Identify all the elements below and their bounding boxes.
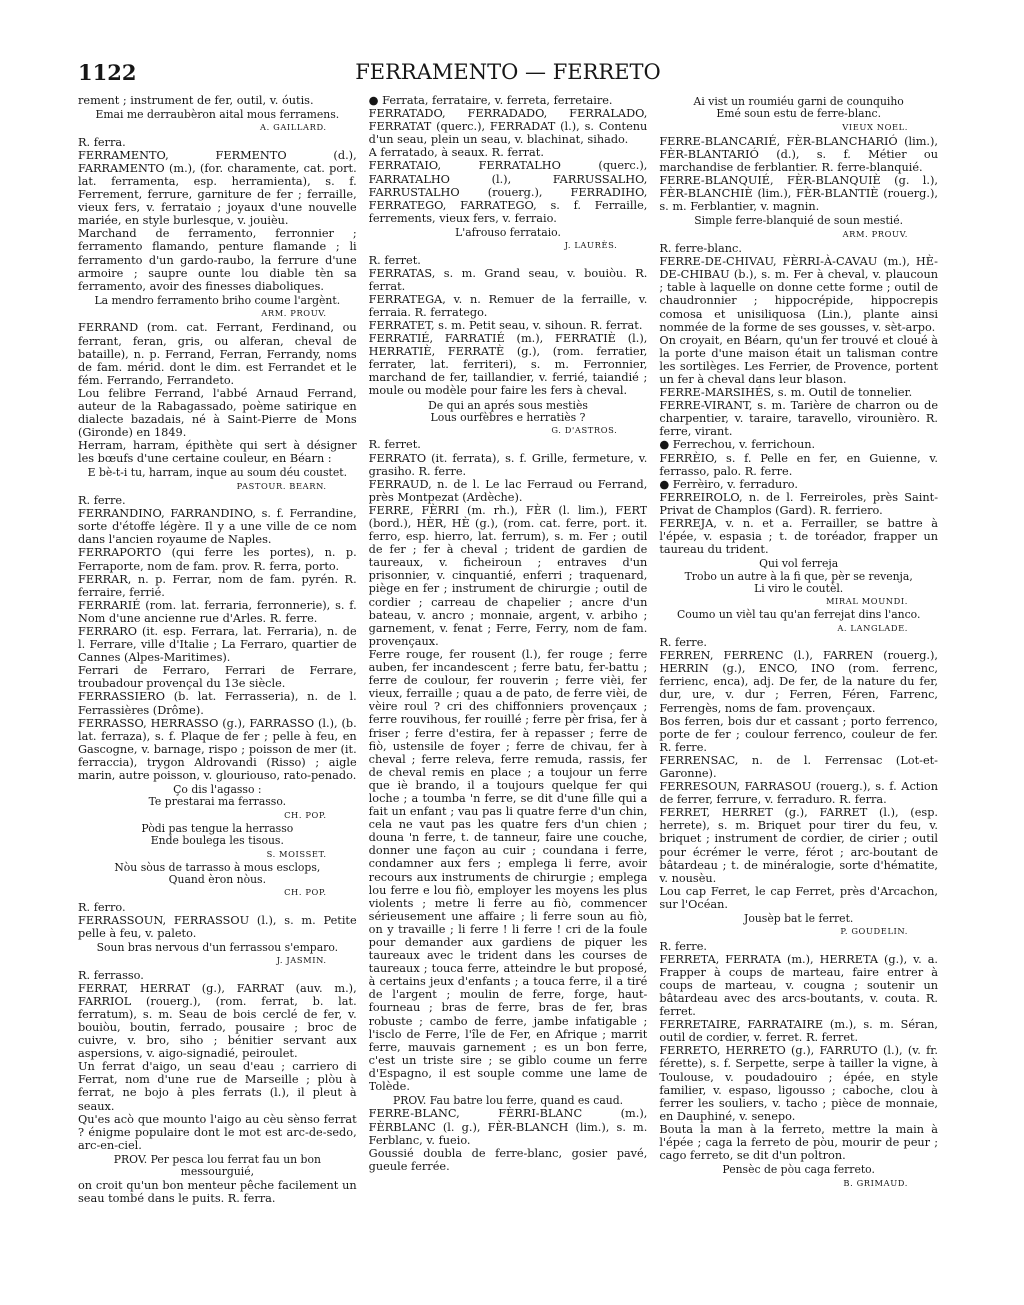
entry-text: FERRATAS, s. m. Grand seau, v. bouiòu. R. ferrat. <box>368 266 648 293</box>
entry-text: R. ferret. <box>368 253 421 267</box>
column-right <box>659 94 938 1285</box>
quote-attribution: J. LAURÈS. <box>564 240 618 251</box>
citation-quote <box>78 823 357 860</box>
quote-line: La mendro ferramento briho coume l'argènt. <box>94 293 341 307</box>
citation-quote <box>369 227 648 252</box>
quote-line: L'afrouso ferrataio. <box>455 225 561 239</box>
entry-text: ● Ferrèiro, v. ferraduro. <box>659 477 798 491</box>
entry-text: FERRE, FÈRRI (m. rh.), FÈR (l. lim.), FERT (bord.), HÈR, HÈ (g.), (rom. cat. ferre, port. it. ferro, esp. hierro, lat. ferrum), s. m. Fer ; outil de fer ; fer à cheval ; trident de gardien de taureaux, v. ficheiroun ; entraves d'un prisonnier, v. cinquantié, enferri ; traquenard, piège en fer ; instrument de chirurgie ; outil de cordier ; carreau de chapelier ; ancre d'un bateau, v. ancro ; monnaie, argent, v. arbiho ; garnement, v. fenat ; Ferre, Ferry, nom de fam. provençaux. <box>368 503 648 648</box>
citation-quote <box>659 558 938 607</box>
entry-text: FERRARO (it. esp. Ferrara, lat. Ferraria), n. de l. Ferrare, ville d'Italie ; La Ferraro, quartier de Cannes (Alpes-Maritimes). <box>78 624 357 665</box>
entry-text: Marchand de ferramento, ferronnier ; ferramento flamando, penture flamande ; li ferramento d'un gardo-raubo, la ferrure d'une armoire ; saupre ounte lou diable tèn sa ferramento, avoir des finesses diaboliques. <box>78 227 357 293</box>
quote-line: Quand èron nòus. <box>168 873 267 887</box>
citation-quote <box>659 96 938 133</box>
quote-attribution: B. GRIMAUD. <box>843 1177 909 1188</box>
quote-attribution: ARM. PROUV. <box>261 308 327 319</box>
entry-text: FERRARIÉ (rom. lat. ferraria, ferronnerie), s. f. Nom d'une ancienne rue d'Arles. R. ferre. <box>78 598 357 625</box>
column-left <box>78 94 357 1285</box>
entry-text: Ferre rouge, fer rousent (l.), fer rouge ; ferre auben, fer incandescent ; ferre batu, fer-battu ; ferre de coulour, fer rouverin ; ferre vièi, fer vieux, ferraille ; quau a de pato, de ferre vièi, de vèire roul ? cri des chiffonniers provençaux ; ferre rouvihous, fer rouillé ; ferre pèr frisa, fer à friser ; ferre d'estira, fer à repasser ; ferre de fiò, ustensile de foyer ; ferre de chivau, fer à cheval ; ferre releva, ferre remuda, rassis, fer de cheval remis en place ; a toujour un ferre que iè brando, il a toujours quelque fer qui loche ; a toumba 'n ferre, se dit d'une fille qui a fait un enfant ; vau pas li quatre ferre d'un chin, cela ne vaut pas les quatre fers d'un chien ; douna 'n ferre, t. de tanneur, faire une couche, donner une façon au cuir ; coundana i ferre, condamner aux fers ; emplega li ferre, avoir recours aux instruments de chirurgie ; emplega lou ferre e lou fiò, employer les moyens les plus violents ; metre li ferre au fiò, commencer sérieusement une affaire ; li ferre soun au fiò, on y travaille ; li ferre ! li ferre ! cri de la foule pour demander aux gardiens de piquer les taureaux avec le trident dans les courses de taureaux ; touca ferre, atteindre le but proposé, à certains jeux d'enfants ; a touca ferre, il a tiré de l'argent ; moulin de ferre, forge, haut-fourneau ; bras de ferre, bras de fer, bras robuste ; cambo de ferre, jambe infatigable ; l'isclo de Ferre, l'île de Fer, en Afrique ; marrit ferre, mauvais garnement ; es un bon ferre, c'est un triste sire ; se giblo coume un ferre d'Espagno, il est souple comme une lame de Tolède. <box>368 647 648 1094</box>
quote-line: Soun bras nervous d'un ferrassou s'emparo. <box>96 941 339 955</box>
entry-text: Goussié doubla de ferre-blanc, gosier pavé, gueule ferrée. <box>368 1146 648 1173</box>
entry-text: FERRE-MARSIHÉS, s. m. Outil de tonnelier. <box>659 386 913 400</box>
entry-text: FERRATADO, FERRADADO, FERRALADO, FERRATAT (querc.), FERRADAT (l.), s. Contenu d'un seau, plein un seau, v. blachinat, sihado. <box>368 107 648 147</box>
entry-text: FERRESOUN, FARRASOU (rouerg.), s. f. Action de ferrer, ferrure, v. ferraduro. R. ferra. <box>659 780 938 807</box>
quote-attribution: P. GOUDELIN. <box>840 926 909 937</box>
entry-text: FERRETA, FERRATA (m.), HERRETA (g.), v. a. Frapper à coups de marteau, faire entrer à coups de marteau, v. cougna ; soutenir un bâtardeau avec des arcs-boutants, v. couta. R. ferret. <box>659 952 938 1019</box>
entry-text: Ferrari de Ferraro, Ferrari de Ferrare, troubadour provençal du 13e siècle. <box>78 664 357 691</box>
entry-text: FERRAPORTO (qui ferre les portes), n. p. Ferraporte, nom de fam. prov. R. ferra, porto. <box>78 546 357 573</box>
citation-quote <box>659 913 938 938</box>
quote-attribution: S. MOISSET. <box>266 848 327 859</box>
quote-attribution: MIRAL MOUNDI. <box>825 596 909 607</box>
text-columns <box>78 94 938 1285</box>
entry-text: rement ; instrument de fer, outil, v. óutis. <box>78 94 314 107</box>
quote-attribution: J. JASMIN. <box>276 955 327 966</box>
entry-text: FERRE-BLANQUIÉ, FÈR-BLANQUIÈ (g. l.), FÈR-BLANCHIÈ (lim.), FÈR-BLANTIÈ (rouerg.), s. m. Ferblantier, v. magnin. <box>659 174 938 214</box>
quote-line: De qui an aprés sous mestiès <box>428 398 588 412</box>
entry-text: FERRASSO, HERRASSO (g.), FARRASSO (l.), (b. lat. ferraza), s. f. Plaque de fer ; pelle à feu, en Gascogne, v. barnage, rispo ; poisson de mer (it. ferraccia), trygon Aldrovandi (Risso) ; aigle marin, autre poisson, v. glouriouso, rato-penado. <box>78 716 357 782</box>
quote-line: Ço dis l'agasso : <box>173 783 262 797</box>
entry-text: FERRETAIRE, FARRATAIRE (m.), s. m. Séran, outil de cordier, v. ferret. R. ferret. <box>659 1018 938 1045</box>
citation-quote <box>78 784 357 821</box>
entry-text: FERRAND (rom. cat. Ferrant, Ferdinand, ou ferrant, feran, gris, ou alferan, cheval de bataille), n. p. Ferrand, Ferran, Ferrandy, noms de fam. mérid. dont le dim. est Ferrandet et le fém. Ferrando, Ferrandeto. <box>78 321 357 387</box>
entry-text: Lou felibre Ferrand, l'abbé Arnaud Ferrand, auteur de la Rabagassado, poème satirique en dialecte bazadais, né à Saint-Pierre de Mons (Gironde) en 1849. <box>78 386 357 440</box>
dictionary-page <box>78 60 938 1285</box>
entry-text: FERRAUD, n. de l. Le lac Ferraud ou Ferrand, près Montpezat (Ardèche). <box>368 477 648 504</box>
citation-quote <box>659 215 938 240</box>
quote-attribution: PASTOUR. BEARN. <box>236 480 327 491</box>
citation-quote <box>78 109 357 134</box>
entry-text: R. ferre-blanc. <box>659 242 742 256</box>
entry-text: on croit qu'un bon menteur pêche facilement un seau tombé dans le puits. R. ferra. <box>78 1178 357 1205</box>
entry-text: FERRATAIO, FERRATALHO (querc.), FARRATALHO (l.), FARRUSSALHO, FARRUSTALHO (rouerg.), FERRADIHO, FERRATEGO, FARRATEGO, s. f. Ferraille, ferrements, vieux fers, v. ferraio. <box>368 159 648 225</box>
entry-text: R. ferre. <box>78 494 126 508</box>
entry-text: FERRETO, HERRETO (g.), FARRUTO (l.), (v. fr. férette), s. f. Serpette, serpe à tailler la vigne, à Toulouse, v. poudadouiro ; épée, en style familier, v. espaso, ligousso ; caboche, clou à ferrer les souliers, v. tacho ; pièce de monnaie, en Dauphiné, v. senepo. <box>659 1044 938 1123</box>
quote-line: Jousèp bat le ferret. <box>744 912 854 926</box>
entry-text: FERRASSOUN, FERRASSOU (l.), s. m. Petite pelle à feu, v. paleto. <box>78 913 357 940</box>
quote-attribution: CH. POP. <box>284 809 327 820</box>
quote-line: Emai me derraubèron aital mous ferramens. <box>95 108 340 122</box>
entry-text: FERRE-BLANC, FÈRRI-BLANC (m.), FÈRBLANC (l. g.), FÈR-BLANCH (lim.), s. m. Ferblanc, v. fueio. <box>368 1107 648 1147</box>
entry-text: FERREN, FERRENC (l.), FARREN (rouerg.), HERRIN (g.), ENCO, INO (rom. ferrenc, ferrienc, enca), adj. De fer, de la nature du fer, dur, ure, v. dur ; Ferren, Féren, Farrenc, Ferrengès, noms de fam. provençaux. <box>659 649 938 715</box>
entry-text: R. ferret. <box>368 438 421 452</box>
entry-text: FERRET, HERRET (g.), FARRET (l.), (esp. herrete), s. m. Briquet pour tirer du feu, v. briquet ; instrument de cordier, de cirier ; outil pour écrémer le verre, férot ; arc-boutant de bâtardeau ; t. de minéralogie, sorte d'hématite, v. nousèu. <box>659 806 938 885</box>
quote-line: Pòdi pas tengue la herrasso <box>141 821 294 835</box>
quote-line: Qui vol ferreja <box>759 557 839 571</box>
entry-text: R. ferro. <box>78 900 126 914</box>
quote-line: Ai vist un roumiéu garni de counquiho <box>693 95 904 108</box>
entry-text: R. ferre. <box>659 939 707 953</box>
quote-line: Emé soun estu de ferre-blanc. <box>716 107 882 121</box>
citation-quote <box>369 1095 648 1107</box>
entry-text: FERRAMENTO, FERMENTO (d.), FARRAMENTO (m.), (for. charamente, cat. port. lat. ferramenta, esp. herramienta), s. f. Ferrement, ferrure, garniture de fer ; ferraille, vieux fers, v. ferrataio ; joyaux d'une nouvelle mariée, en style burlesque, v. jouièu. <box>78 148 357 228</box>
entry-text: Un ferrat d'aigo, un seau d'eau ; carriero di Ferrat, nom d'une rue de Marseille ; plòu à ferrat, ne bojo à ples ferrats (l.), il pleut à seaux. <box>78 1060 357 1113</box>
entry-text: FERRAT, HERRAT (g.), FARRAT (auv. m.), FARRIOL (rouerg.), (rom. ferrat, b. lat. ferratum), s. m. Seau de bois cerclé de fer, v. bouiòu, boutin, ferrado, pousaire ; broc de cuivre, v. bro, siho ; bénitier servant aux aspersions, v. aigo-signadié, peiroulet. <box>78 981 357 1061</box>
quote-attribution: VIEUX NOEL. <box>842 121 909 132</box>
entry-text: FERRATET, s. m. Petit seau, v. sihoun. R. ferrat. <box>368 319 643 332</box>
entry-text: ● Ferrechou, v. ferrichoun. <box>659 438 816 452</box>
quote-line: Pensèc de pòu caga ferreto. <box>722 1163 875 1177</box>
quote-attribution: ARM. PROUV. <box>842 228 909 239</box>
entry-text: FERRANDINO, FARRANDINO, s. f. Ferrandine, sorte d'étoffe légère. Il y a une ville de ce nom dans l'ancien royaume de Naples. <box>78 507 357 547</box>
entry-text: FERRATO (it. ferrata), s. f. Grille, fermeture, v. grasiho. R. ferre. <box>368 451 648 478</box>
entry-text: Herram, harram, épithète qui sert à désigner les bœufs d'une certaine couleur, en Béarn : <box>78 439 357 466</box>
quote-line: Trobo un autre à la fi que, pèr se revenja, <box>684 569 913 583</box>
entry-text: Bouta la man à la ferreto, mettre la main à l'épée ; caga la ferreto de pòu, mourir de peur ; cago ferreto, se dit d'un poltron. <box>659 1122 938 1163</box>
citation-quote <box>78 1154 357 1179</box>
quote-line: E bè-t-i tu, harram, inque au soum déu coustet. <box>87 466 348 480</box>
citation-quote <box>78 467 357 492</box>
quote-attribution: A. GAILLARD. <box>260 122 327 133</box>
citation-quote <box>369 400 648 437</box>
entry-text: Bos ferren, bois dur et cassant ; porto ferrenco, porte de fer ; coulour ferrenco, couleur de fer. R. ferre. <box>659 714 938 754</box>
citation-quote <box>659 609 938 634</box>
page-number: 1122 <box>78 60 137 85</box>
entry-text: FERRATEGA, v. n. Remuer de la ferraille, v. ferraia. R. ferratego. <box>368 292 648 319</box>
entry-text: FERREIROLO, n. de l. Ferreiroles, près Saint-Privat de Champlos (Gard). R. ferriero. <box>659 490 938 517</box>
citation-quote <box>78 862 357 899</box>
entry-text: FERRATIÉ, FARRATIÉ (m.), FERRATIÈ (l.), HERRATIÈ, FERRATÈ (g.), (rom. ferratier, ferrater, lat. ferriteri), s. m. Ferronnier, marchand de fer, taillandier, v. ferrié, taiandié ; moule ou modèle pour faire les fers à cheval. <box>368 332 648 398</box>
quote-line: Nòu sòus de tarrasso à mous esclops, <box>114 860 321 874</box>
quote-line: Te prestarai ma ferrasso. <box>148 795 287 809</box>
entry-text: FERRE-VIRANT, s. m. Tarière de charron ou de charpentier, v. taraire, taravello, virounièro. R. ferre, virant. <box>659 399 938 439</box>
quote-attribution: CH. POP. <box>284 887 327 898</box>
citation-quote <box>78 295 357 320</box>
entry-text: R. ferrasso. <box>78 968 144 982</box>
entry-text: FERRE-DE-CHIVAU, FÈRRI-À-CAVAU (m.), HÈ-DE-CHIBAU (b.), s. m. Fer à cheval, v. plaucoun ; table à laquelle on donne cette forme ; outil de chaudronnier ; hippocrépide, hippocrepis comosa et unisiliquosa (Lin.), plante ainsi nommée de la forme de ses gousses, v. sèt-arpo. <box>659 255 938 334</box>
entry-text: FERREJA, v. n. et a. Ferrailler, se battre à l'épée, v. espasia ; t. de toréador, frapper un taureau du trident. <box>659 517 938 557</box>
entry-text: FERRÈIO, s. f. Pelle en fer, en Guienne, v. ferrasso, palo. R. ferre. <box>659 451 938 478</box>
quote-line: PROV. Per pesca lou ferrat fau un bon messourguié, <box>113 1152 321 1179</box>
entry-text: R. ferra. <box>78 135 126 149</box>
entry-text: Lou cap Ferret, le cap Ferret, près d'Arcachon, sur l'Océan. <box>659 884 938 911</box>
entry-text: FERRAR, n. p. Ferrar, nom de fam. pyrén. R. ferraire, ferrié. <box>78 572 357 599</box>
entry-text: A ferratado, à seaux. R. ferrat. <box>368 146 544 160</box>
entry-text: ● Ferrata, ferrataire, v. ferreta, ferretaire. <box>368 94 613 107</box>
quote-attribution: G. D'ASTROS. <box>551 425 618 436</box>
entry-text: Qu'es acò que mounto l'aigo au cèu sènso ferrat ? énigme populaire dont le mot est arc-de-sedo, arc-en-ciel. <box>78 1112 357 1152</box>
entry-text: FERRENSAC, n. de l. Ferrensac (Lot-et-Garonne). <box>659 753 938 781</box>
column-middle <box>369 94 648 1285</box>
quote-line: Lous ourfèbres e herratiès ? <box>430 410 586 424</box>
quote-line: Li viro le coutèl. <box>754 581 844 595</box>
quote-line: Simple ferre-blanquié de soun mestié. <box>694 214 904 228</box>
entry-text: FERRASSIERO (b. lat. Ferrasseria), n. de l. Ferrassières (Drôme). <box>78 690 357 717</box>
quote-line: PROV. Fau batre lou ferre, quand es caud. <box>392 1094 624 1108</box>
running-head: FERRAMENTO — FERRETO <box>355 60 661 84</box>
entry-text: FERRE-BLANCARIÉ, FÈR-BLANCHARIÓ (lim.), FÈR-BLANTARIÓ (d.), s. f. Métier ou marchandise de ferblantier. R. ferre-blanquié. <box>659 134 938 175</box>
citation-quote <box>78 942 357 967</box>
quote-line: Ende boulega les tisous. <box>150 834 284 848</box>
page-header <box>78 60 938 94</box>
citation-quote <box>659 1164 938 1189</box>
quote-line: Coumo un vièl tau qu'an ferrejat dins l'anco. <box>676 608 921 622</box>
entry-text: R. ferre. <box>659 636 707 650</box>
quote-attribution: A. LANGLADE. <box>837 622 909 633</box>
entry-text: On croyait, en Béarn, qu'un fer trouvé et cloué à la porte d'une maison était un talisman contre les sortilèges. Les Ferrier, de Provence, portent un fer à cheval dans leur blason. <box>659 333 938 386</box>
